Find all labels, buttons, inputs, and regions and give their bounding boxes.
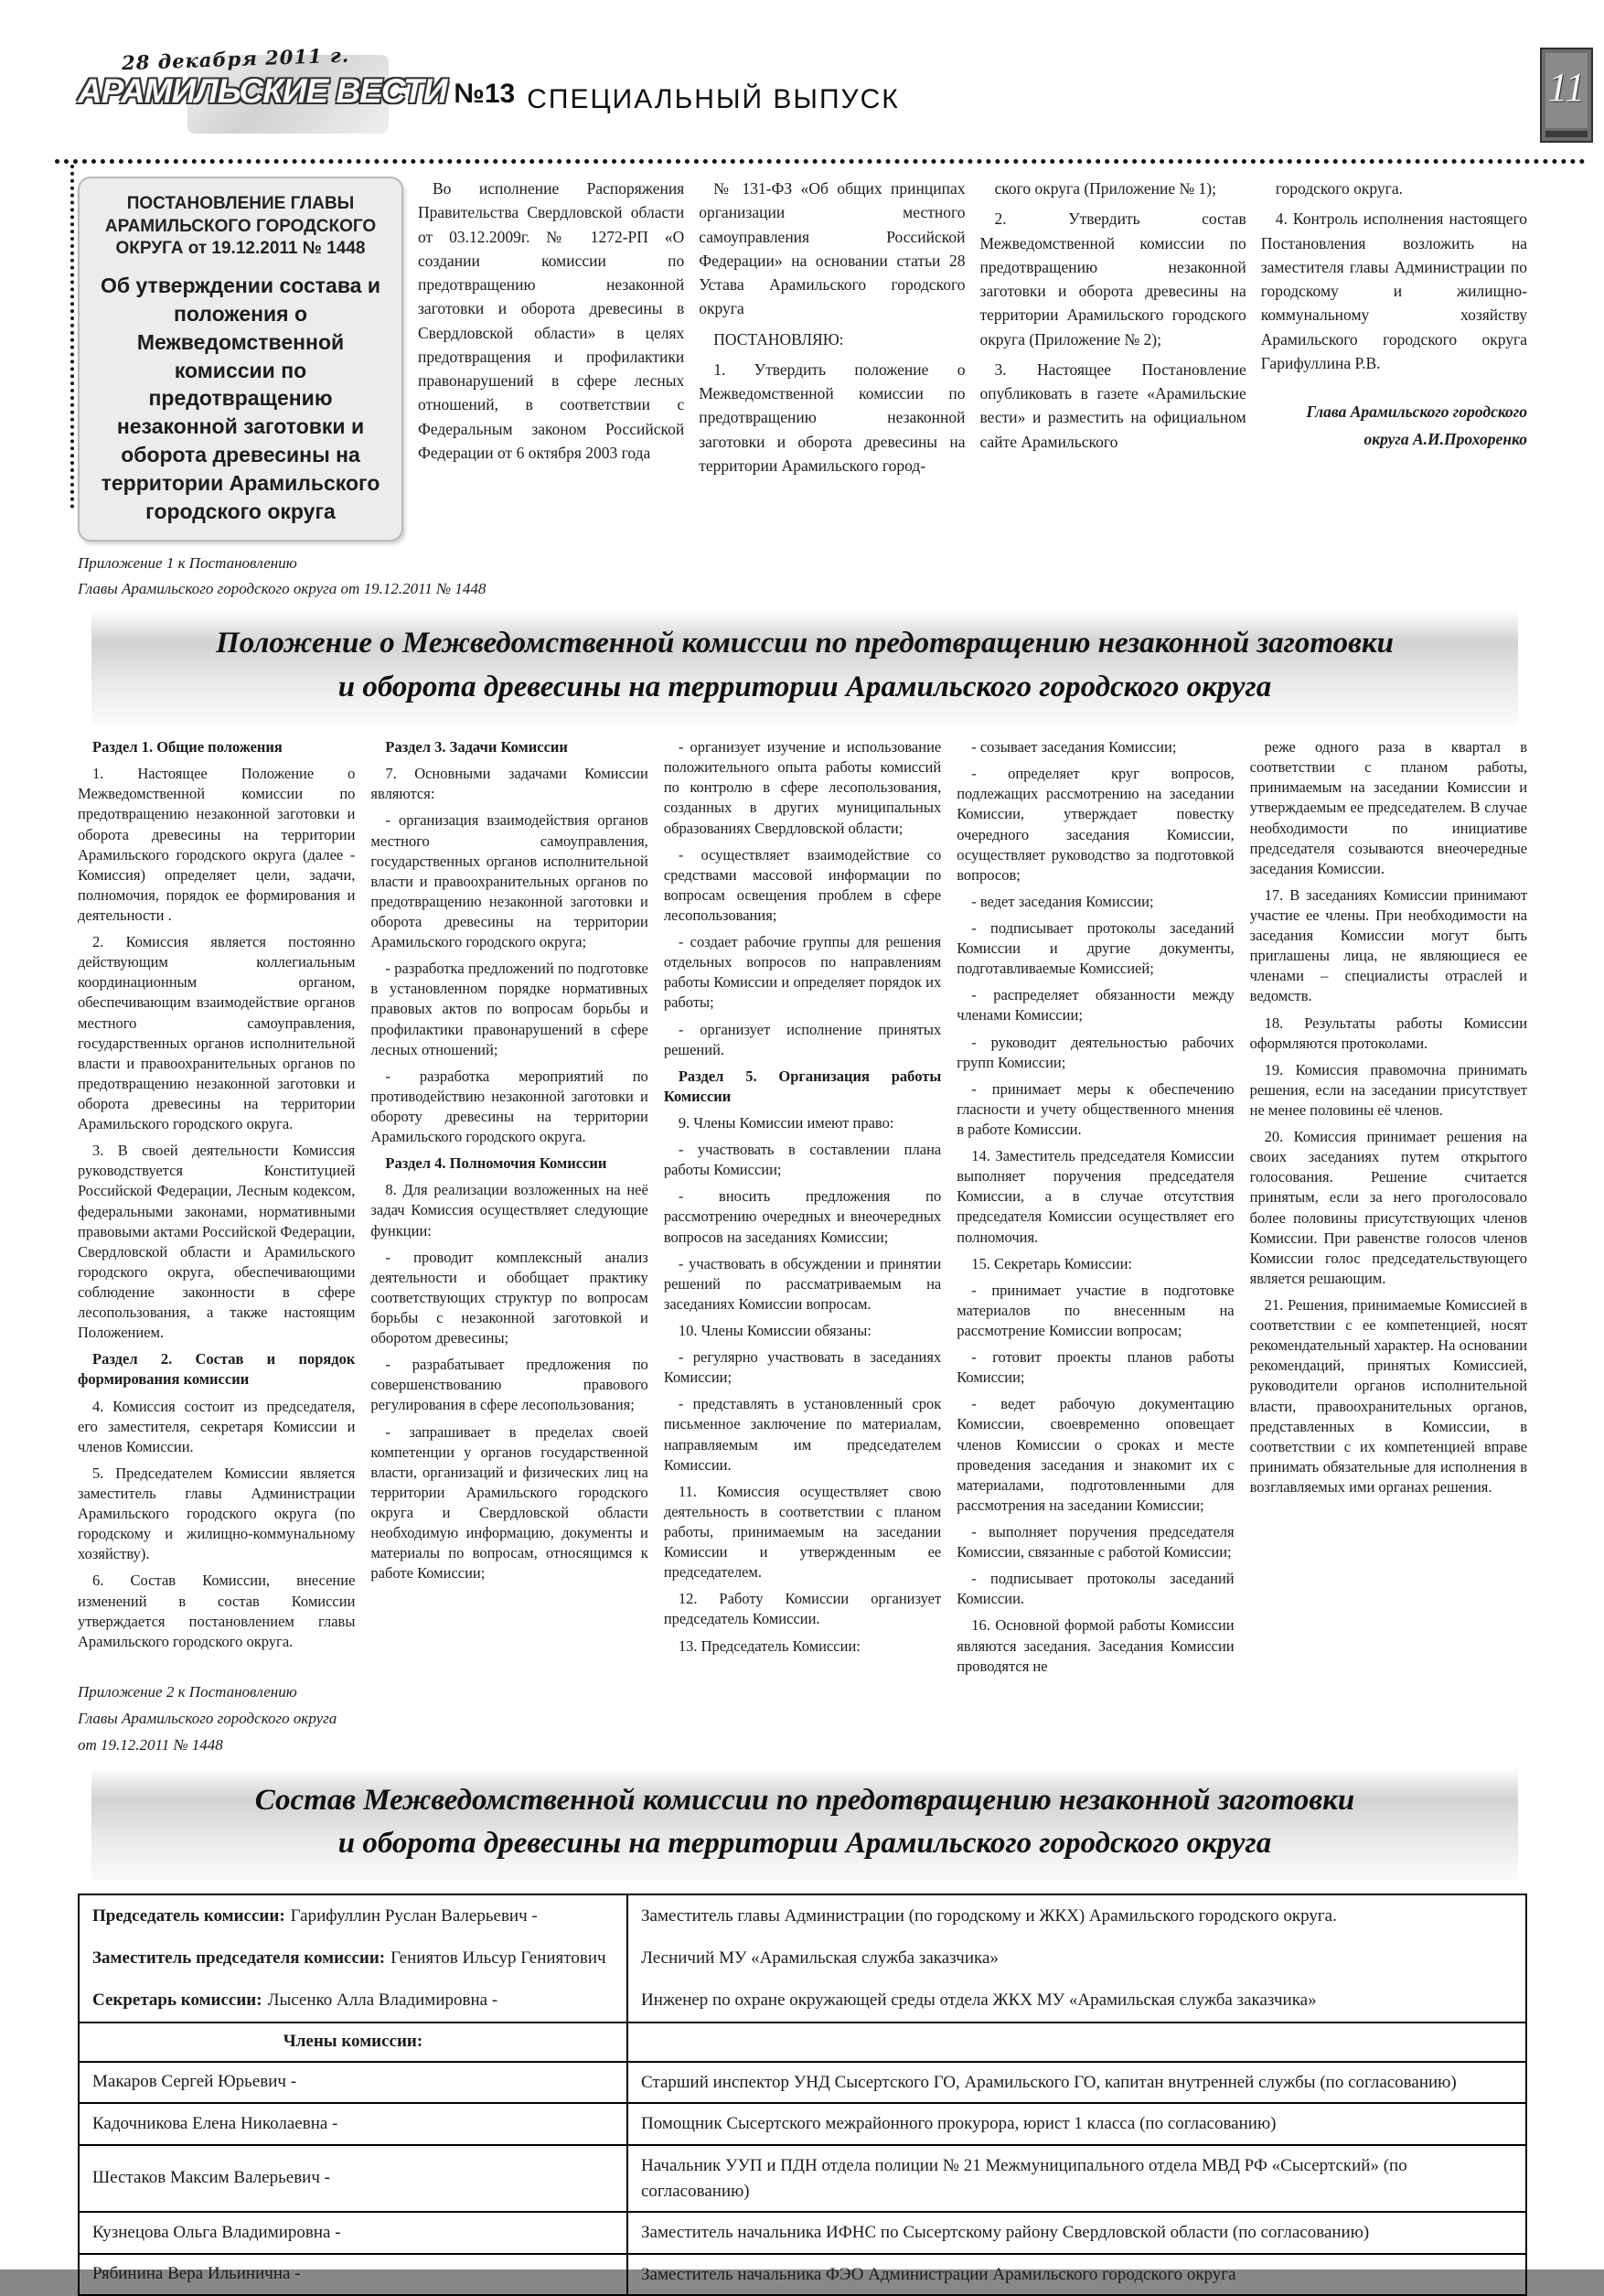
paragraph: 18. Результаты работы Комиссии оформляются протоколами. bbox=[1249, 1014, 1528, 1052]
page-number-badge-footer bbox=[1545, 131, 1588, 137]
paragraph: 4. Комиссия состоит из председателя, его заместителя, секретаря Комиссии и членов Комиссии. bbox=[78, 1397, 356, 1455]
member-position-cell bbox=[628, 2146, 1525, 2211]
polozhenie-title-band bbox=[91, 611, 1518, 724]
paragraph: - организует исполнение принятых решений. bbox=[663, 1020, 942, 1058]
paragraph: - проводит комплексный анализ деятельности и обобщает практику соответствующих структур по вопросам борьбы с незаконной заготовкой и оборотом древесины; bbox=[370, 1248, 648, 1347]
role-description-cell bbox=[628, 1979, 1525, 2022]
paragraph: - участвовать в составлении плана работы Комиссии; bbox=[663, 1141, 942, 1179]
person-name: Гениятов Ильсур Гениятович bbox=[390, 1947, 606, 1968]
paragraph: - выполняет поручения председателя Комиссии, связанные с работой Комиссии; bbox=[957, 1522, 1235, 1561]
resolution-subject: Об утверждении состава и положения о Межведомственной комиссии по предотвращению незаконной заготовки и оборота древесины на территории Арамильского городского округа bbox=[101, 274, 380, 523]
paragraph: 3. Настоящее Постановление опубликовать в газете «Арамильские вести» и разместить на официальном сайте Арамильского bbox=[979, 359, 1246, 451]
members-header-label: Члены комиссии: bbox=[283, 2032, 423, 2052]
page-header bbox=[0, 0, 1604, 156]
role-description-cell bbox=[628, 1937, 1525, 1979]
paragraph: - организует изучение и использование положительного опыта работы комиссий по контролю в сфере лесопользования, созданных в других муниципальных образованиях Свердловской области; bbox=[663, 738, 942, 837]
person-position: Заместитель начальника ФЭО Администрации Арамильского городского округа bbox=[641, 2264, 1236, 2284]
paragraph: 11. Комиссия осуществляет свою деятельность в соответствии с планом работы, принимаемым на заседании Комиссии и утвержденным ее председателем. bbox=[663, 1482, 942, 1582]
sostav-title-line-2: и оборота древесины на территории Арамильского городского округа bbox=[337, 1827, 1272, 1861]
resolution-column-4 bbox=[980, 177, 1246, 542]
polozhenie-body bbox=[78, 737, 1527, 1758]
roster-member-row bbox=[80, 2211, 1525, 2253]
roster-member-row bbox=[80, 2253, 1525, 2295]
paragraph: ского округа (Приложение № 1); bbox=[994, 179, 1216, 198]
polozhenie-column-1 bbox=[78, 737, 355, 1758]
roster-leadership-row bbox=[80, 1937, 1525, 1979]
paragraph: - регулярно участвовать в заседаниях Комиссии; bbox=[663, 1348, 942, 1387]
paragraph: 2. Комиссия является постоянно действующим коллегиальным координационным органом, обеспечивающим взаимодействие органов местного самоуправления, государственных органов исполнительной власти и правоохранительных органов по предотвращению незаконной заготовки и оборота древесины на территории Арамильского городского округа. bbox=[78, 933, 356, 1133]
resolution-title-box bbox=[78, 177, 403, 542]
person-name: Гарифуллин Руслан Валерьевич - bbox=[290, 1905, 538, 1926]
person-position: Инженер по охране окружающей среды отдела ЖКХ МУ «Арамильская служба заказчика» bbox=[641, 1990, 1317, 2011]
paragraph: 1. Настоящее Положение о Межведомственной комиссии по предотвращению незаконной заготовки и оборота древесины на территории Арамильского городского округа (далее - Комиссия) определяет цели, задачи, полномочия, порядок ее формирования и деятельности . bbox=[78, 765, 356, 925]
resolution-heading: ПОСТАНОВЛЕНИЕ ГЛАВЫ АРАМИЛЬСКОГО ГОРОДСКОГО ОКРУГА от 19.12.2011 № 1448 bbox=[104, 194, 377, 259]
person-name: Макаров Сергей Юрьевич - bbox=[92, 2072, 297, 2092]
sostav-title-band bbox=[91, 1768, 1518, 1882]
dotted-rule-vertical bbox=[70, 165, 74, 509]
paragraph: - представлять в установленный срок письменное заключение по материалам, направляемым им председателем Комиссии. bbox=[663, 1395, 942, 1474]
member-name-cell bbox=[80, 2063, 628, 2103]
role-name-cell bbox=[80, 1937, 628, 1979]
role-label: Председатель комиссии: bbox=[92, 1905, 285, 1926]
polozhenie-column-2 bbox=[370, 737, 647, 1758]
paragraph: - организация взаимодействия органов местного самоуправления, государственных органов исполнительной власти и правоохранительных органов по предотвращению незаконной заготовки и оборота древесины на территории Арамильского городского округа; bbox=[370, 811, 648, 951]
paragraph: 14. Заместитель председателя Комиссии выполняет поручения председателя Комиссии, а в случае отсутствия председателя Комиссии осуществляет его полномочия. bbox=[957, 1147, 1235, 1246]
paragraph: - вносить предложения по рассмотрению очередных и внеочередных вопросов на заседаниях Комиссии; bbox=[663, 1187, 942, 1246]
paragraph: 13. Председатель Комиссии: bbox=[678, 1636, 861, 1655]
paragraph: - ведет рабочую документацию Комиссии, своевременно оповещает членов Комиссии о сроках и месте проведения заседания и знакомит их с материалами, подготовленными для рассмотрения на заседании Комиссии; bbox=[957, 1395, 1235, 1514]
paragraph: - готовит проекты планов работы Комиссии; bbox=[957, 1348, 1235, 1387]
paragraph: Главы Арамильского городского округа от 19.12.2011 № 1448 bbox=[78, 1709, 337, 1754]
page-number-badge bbox=[1540, 48, 1593, 143]
appendix-1-note bbox=[78, 551, 1527, 602]
paragraph: 6. Состав Комиссии, внесение изменений в состав Комиссии утверждается постановлением главы Арамильского городского округа. bbox=[78, 1572, 356, 1650]
section-heading: Раздел 2. Состав и порядок формирования комиссии bbox=[78, 1350, 356, 1389]
person-name: Лысенко Алла Владимировна - bbox=[267, 1990, 498, 2010]
person-name: Рябинина Вера Ильинична - bbox=[92, 2264, 301, 2284]
masthead-logo: АРАМИЛЬСКИЕ ВЕСТИ bbox=[78, 72, 447, 110]
special-issue-label: СПЕЦИАЛЬНЫЙ ВЫПУСК bbox=[527, 84, 900, 114]
paragraph: - принимает меры к обеспечению гласности и учету общественного мнения в работе Комиссии. bbox=[957, 1079, 1235, 1139]
role-description-cell bbox=[628, 1895, 1525, 1937]
paragraph: 2. Утвердить состав Межведомственной комиссии по предотвращению незаконной заготовки и оборота древесины на территории Арамильского городского округа (Приложение № 2); bbox=[979, 209, 1246, 349]
paragraph: - разработка предложений по подготовке в установленном порядке нормативных правовых актов по вопросам борьбы и профилактики правонарушений в сфере лесных отношений; bbox=[370, 960, 648, 1058]
paragraph: - ведет заседания Комиссии; bbox=[971, 892, 1154, 910]
section-heading: Раздел 4. Полномочия Комиссии bbox=[385, 1154, 607, 1173]
person-name: Кузнецова Ольга Владимировна - bbox=[92, 2222, 341, 2242]
paragraph: - подписывает протоколы заседаний Комиссии и другие документы, подготавливаемые Комиссией; bbox=[957, 919, 1235, 978]
paragraph: - осуществляет взаимодействие со средствами массовой информации по вопросам освещения проблем в сфере лесопользования; bbox=[663, 845, 942, 925]
person-position: Начальник УУП и ПДН отдела полиции № 21 Межмуниципального отдела МВД РФ «Сысертский» (по согласованию) bbox=[641, 2156, 1407, 2201]
paragraph: 9. Члены Комиссии имеют право: bbox=[678, 1114, 894, 1132]
issue-number: №13 bbox=[454, 79, 516, 109]
polozhenie-column-5 bbox=[1250, 737, 1527, 1758]
signature: Глава Арамильского городского округа А.И.Прохоренко bbox=[1306, 402, 1527, 448]
paragraph: 8. Для реализации возложенных на неё задач Комиссия осуществляет следующие функции: bbox=[370, 1181, 648, 1239]
paragraph: 19. Комиссия правомочна принимать решения, если на заседании присутствует не менее половины её членов. bbox=[1249, 1060, 1528, 1120]
paragraph: - созывает заседания Комиссии; bbox=[971, 738, 1177, 756]
paragraph: - распределяет обязанности между членами Комиссии; bbox=[957, 986, 1235, 1025]
member-position-cell bbox=[628, 2104, 1525, 2144]
member-name-cell bbox=[80, 2146, 628, 2211]
paragraph: - определяет круг вопросов, подлежащих рассмотрению на заседании Комиссии, утверждает повестку очередного заседания Комиссии, осуществляет руководство за подготовкой вопросов; bbox=[957, 765, 1235, 884]
roster-members-header-row bbox=[80, 2022, 1525, 2061]
role-name-cell bbox=[80, 1895, 628, 1937]
paragraph: - подписывает протоколы заседаний Комиссии. bbox=[957, 1570, 1235, 1608]
paragraph: ПОСТАНОВЛЯЮ: bbox=[713, 329, 844, 349]
paragraph: 20. Комиссия принимает решения на своих заседаниях путем открытого голосования. Решение считается принятым, если за него проголосовало более половины присутствующих членов Комиссии. При равенстве голосов членов Комиссии голос председательствующего является решающим. bbox=[1249, 1128, 1528, 1287]
member-name-cell bbox=[80, 2213, 628, 2253]
roster-member-row bbox=[80, 2061, 1525, 2103]
paragraph: 12. Работу Комиссии организует председатель Комиссии. bbox=[663, 1590, 942, 1628]
paragraph: реже одного раза в квартал в соответствии с планом работы, принимаемым на заседании Комиссии и утверждаемым ее председателем. В случае необходимости по инициативе председателя созываются внеочередные заседания Комиссии. bbox=[1249, 738, 1528, 877]
resolution-column-5 bbox=[1261, 177, 1527, 542]
person-name: Шестаков Максим Валерьевич - bbox=[92, 2168, 330, 2188]
paragraph: 5. Председателем Комиссии является заместитель главы Администрации Арамильского городского округа (по городскому и жилищно-коммунальному хозяйству). bbox=[78, 1464, 356, 1563]
roster-leadership-row bbox=[80, 1979, 1525, 2022]
roster-member-row bbox=[80, 2102, 1525, 2144]
paragraph: Приложение 2 к Постановлению bbox=[78, 1682, 297, 1701]
appendix-1-line-2: Главы Арамильского городского округа от 19.12.2011 № 1448 bbox=[78, 580, 487, 598]
person-position: Заместитель начальника ИФНС по Сысертскому району Свердловской области (по согласованию) bbox=[641, 2223, 1370, 2243]
members-header-cell bbox=[80, 2023, 628, 2061]
role-label: Секретарь комиссии: bbox=[92, 1990, 262, 2010]
person-position: Лесничий МУ «Арамильская служба заказчика» bbox=[641, 1948, 999, 1969]
polozhenie-column-3 bbox=[664, 737, 941, 1758]
paragraph: 7. Основными задачами Комиссии являются: bbox=[370, 765, 648, 803]
section-heading: Раздел 1. Общие положения bbox=[92, 738, 283, 756]
paragraph: 21. Решения, принимаемые Комиссией в соответствии с ее компетенцией, носят рекомендательный характер. На основании рекомендаций, принятых Комиссией, руководители органов исполнительной власти, правоохранительных органов, представленных в Комиссии, в соответствии с их компетенцией вправе принимать обязательные для исполнения в возглавляемых ими органах решения. bbox=[1249, 1296, 1528, 1496]
role-name-cell bbox=[80, 1979, 628, 2022]
roster-leadership-row bbox=[80, 1895, 1525, 1937]
paragraph: № 131-ФЗ «Об общих принципах организации местного самоуправления Российской Федерации» на основании статьи 28 Устава Арамильского городского округа bbox=[699, 179, 966, 318]
issue-date: 28 декабря 2011 г. bbox=[121, 43, 350, 75]
paragraph: - запрашивает в пределах своей компетенции у органов государственной власти, организаций и физических лиц на территории Арамильского городского округа и Свердловской области необходимую информацию, документы и материалы по вопросам, относящимся к работе Комиссии; bbox=[370, 1422, 648, 1583]
member-name-cell bbox=[80, 2104, 628, 2144]
resolution-column-2 bbox=[418, 177, 684, 542]
appendix-1-line-1: Приложение 1 к Постановлению bbox=[78, 554, 297, 573]
person-name: Кадочникова Елена Николаевна - bbox=[92, 2113, 338, 2133]
page-number: 11 bbox=[1547, 65, 1586, 110]
paragraph: - разрабатывает предложения по совершенствованию правового регулирования в сфере лесопользования; bbox=[370, 1356, 648, 1414]
paragraph: - разработка мероприятий по противодействию незаконной заготовки и обороту древесины на территории Арамильского городского округа. bbox=[370, 1067, 648, 1146]
paragraph: Во исполнение Распоряжения Правительства Свердловской области от 03.12.2009г. № 1272-РП «О создании комиссии по предотвращению незаконной заготовки и оборота древесины в Свердловской области» в целях предотвращения и профилактики правонарушений в сфере лесных отношений, в соответствии с Федеральным законом Российской Федерации от 6 октября 2003 года bbox=[418, 179, 685, 462]
member-position-cell bbox=[628, 2213, 1525, 2253]
paragraph: 16. Основной формой работы Комиссии являются заседания. Заседания Комиссии проводятся не bbox=[957, 1616, 1235, 1675]
paragraph: - участвовать в обсуждении и принятии решений по рассматриваемым на заседаниях Комиссии вопросам. bbox=[663, 1254, 942, 1313]
paragraph: - создает рабочие группы для решения отдельных вопросов по направлениям работы Комиссии и определяет порядок их работы; bbox=[663, 933, 942, 1012]
person-position: Старший инспектор УНД Сысертского ГО, Арамильского ГО, капитан внутренней службы (по согласованию) bbox=[641, 2072, 1457, 2092]
polozhenie-title-line-1: Положение о Межведомственной комиссии по предотвращению незаконной заготовки bbox=[216, 627, 1394, 660]
member-position-cell bbox=[628, 2255, 1525, 2295]
members-header-empty-cell bbox=[628, 2023, 1525, 2061]
paragraph: 3. В своей деятельности Комиссия руководствуется Конституцией Российской Федерации, Лесным кодексом, федеральными законами, нормативными правовыми актами Российской Федерации, Свердловской области и Арамильского городского округа, обеспечивающими соблюдение законности в сфере лесопользования, а также настоящим Положением. bbox=[78, 1142, 356, 1342]
resolution-column-3 bbox=[699, 177, 965, 542]
paragraph: - руководит деятельностью рабочих групп Комиссии; bbox=[957, 1033, 1235, 1071]
role-label: Заместитель председателя комиссии: bbox=[92, 1947, 386, 1968]
dotted-rule-horizontal bbox=[55, 159, 1586, 164]
section-heading: Раздел 5. Организация работы Комиссии bbox=[663, 1067, 942, 1105]
paragraph: 15. Секретарь Комиссии: bbox=[971, 1254, 1133, 1272]
section-heading: Раздел 3. Задачи Комиссии bbox=[385, 738, 568, 756]
paragraph: 17. В заседаниях Комиссии принимают участие ее члены. При необходимости на заседания Комиссии могут быть приглашены лица, не являющиеся ее членами – специалисты отраслей и ведомств. bbox=[1249, 885, 1528, 1005]
masthead-row bbox=[78, 72, 516, 111]
sostav-title-line-1: Состав Межведомственной комиссии по предотвращению незаконной заготовки bbox=[254, 1783, 1355, 1817]
paragraph: - принимает участие в подготовке материалов по внесенным на рассмотрение Комиссии вопросам; bbox=[957, 1281, 1235, 1339]
paragraph: 1. Утвердить положение о Межведомственной комиссии по предотвращению незаконной заготовки и оборота древесины на территории Арамильского город- bbox=[699, 359, 966, 475]
paragraph: 10. Члены Комиссии обязаны: bbox=[678, 1322, 872, 1339]
paragraph: 4. Контроль исполнения настоящего Постановления возложить на заместителя главы Администрации по городскому и жилищно-коммунальному хозяйству Арамильского городского округа Гарифуллина Р.В. bbox=[1260, 209, 1527, 372]
paragraph: городского округа. bbox=[1275, 179, 1403, 198]
masthead bbox=[78, 43, 516, 141]
commission-roster-table bbox=[78, 1894, 1527, 2296]
person-position: Помощник Сысертского межрайонного прокурора, юрист 1 класса (по согласованию) bbox=[641, 2114, 1277, 2134]
polozhenie-title-line-2: и оборота древесины на территории Арамильского городского округа bbox=[337, 671, 1272, 704]
member-name-cell bbox=[80, 2255, 628, 2295]
member-position-cell bbox=[628, 2063, 1525, 2103]
polozhenie-column-4 bbox=[957, 737, 1234, 1758]
resolution-section bbox=[78, 177, 1527, 542]
person-position: Заместитель главы Администрации (по городскому и ЖКХ) Арамильского городского округа. bbox=[641, 1906, 1337, 1926]
roster-member-row bbox=[80, 2144, 1525, 2211]
